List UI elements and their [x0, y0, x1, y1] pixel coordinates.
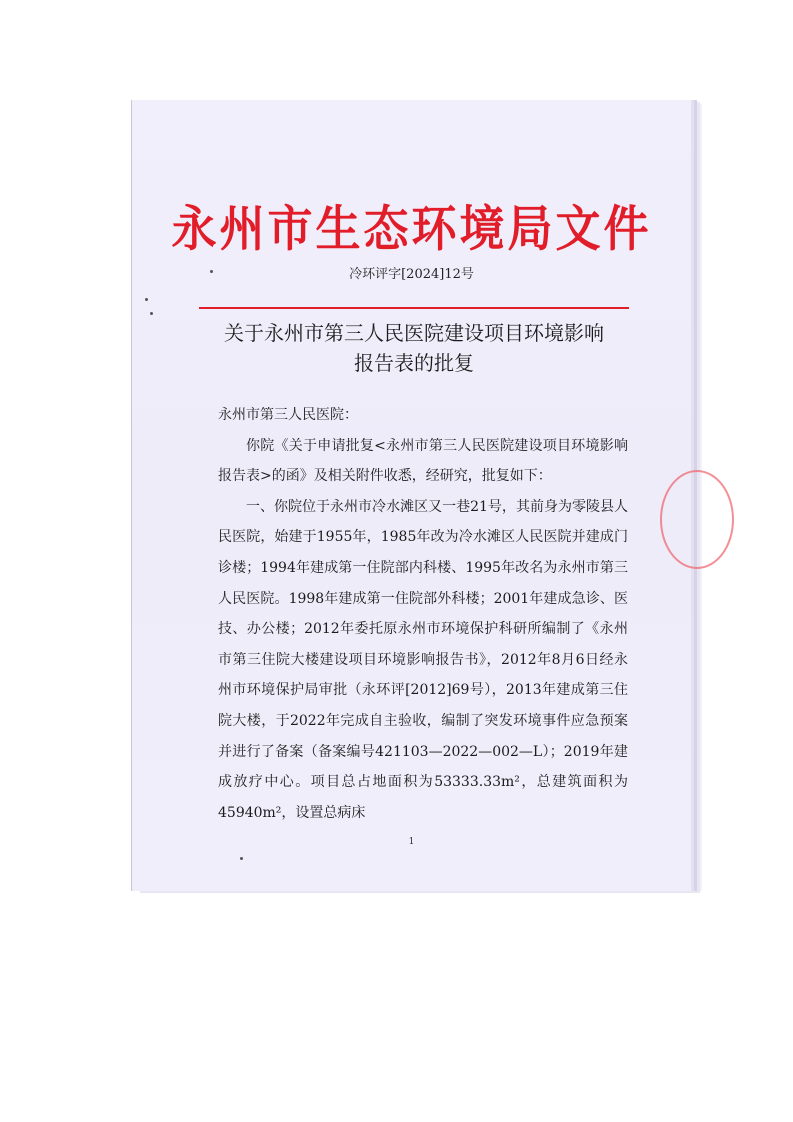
- document-number: 冷环评字[2024]12号: [349, 267, 474, 282]
- scanned-page: [131, 100, 691, 891]
- red-divider-line: [199, 307, 629, 309]
- body-paragraph-2: 一、你院位于永州市冷水滩区又一巷21号，其前身为零陵县人民医院，始建于1955年，1985年改为冷水滩区人民医院并建成门诊楼；1994年建成第一住院部内科楼、1995年改名为永州市第三人民医院。1998年建成第一住院部外科楼；2001年建成急诊、医技、办公楼；2012年委托原永州市环境保护科研所编制了《永州市第三住院大楼建设项目环境影响报告书》，2012年8月6日经永州市环境保护局审批（永环评[2012]69号），2013年建成第三住院大楼，于2022年完成自主验收，编制了突发环境事件应急预案并进行了备案（备案编号421103—2022—002—L）；2019年建成放疗中心。项目总占地面积为53333.33m²，总建筑面积为45940m²，设置总病床: [218, 498, 628, 821]
- subject-line-2: 报告表的批复: [354, 351, 474, 375]
- document-subject: [184, 318, 644, 378]
- page-number: 1: [408, 837, 415, 847]
- scan-speck: [210, 270, 213, 273]
- red-seal-stamp: [660, 470, 734, 569]
- document-header-title: 永州市生态环境局文件: [171, 200, 652, 258]
- scan-speck: [145, 298, 148, 301]
- document-body: [218, 400, 628, 828]
- scan-speck: [150, 312, 153, 315]
- subject-line-1: 关于永州市第三人民医院建设项目环境影响: [224, 321, 604, 345]
- body-paragraph-1: 你院《关于申请批复<永州市第三人民医院建设项目环境影响报告表>的函》及相关附件收悉，经研究，批复如下：: [218, 437, 628, 485]
- scan-speck: [240, 857, 243, 860]
- salutation: 永州市第三人民医院：: [218, 407, 358, 423]
